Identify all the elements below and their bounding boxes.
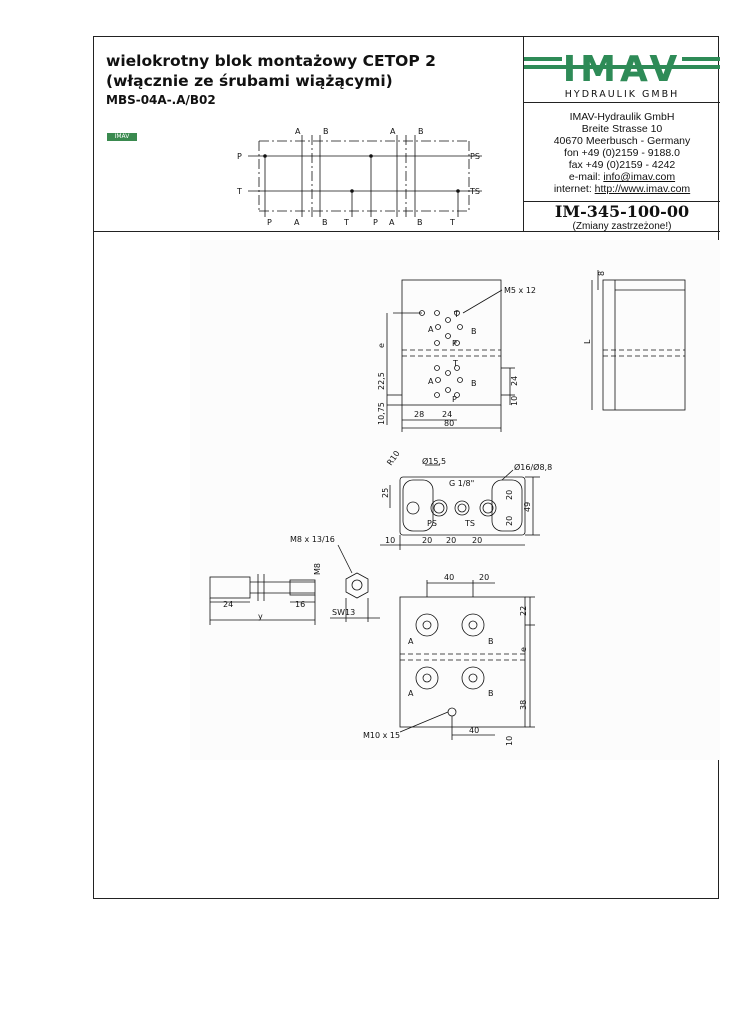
dim-e: e (377, 343, 386, 348)
dim-10b: 10 (385, 536, 396, 545)
dim-24a: 24 (442, 410, 453, 419)
dim-20d: 20 (446, 536, 457, 545)
dim-20c: 20 (422, 536, 433, 545)
title-line-2: (włącznie ze śrubami wiążącymi) (106, 72, 393, 90)
dim-m5: M5 x 12 (504, 286, 536, 295)
technical-drawing (190, 240, 720, 760)
document-number: IM-345-100-00 (554, 202, 690, 221)
web-label: internet: (553, 183, 595, 195)
dim-38: 38 (519, 699, 528, 710)
rights-note: (Zmiany zastrzeżone!) (572, 221, 672, 232)
company-web-line (524, 183, 720, 195)
dim-y: y (258, 612, 263, 621)
dim-r10: R10 (385, 449, 402, 468)
product-code: MBS-04A-.A/B02 (106, 93, 216, 107)
title-block (94, 37, 524, 232)
port-label: A (428, 325, 434, 334)
dim-22: 22 (519, 605, 528, 616)
port-label: B (488, 689, 494, 698)
symbol-label-b2: B (418, 127, 424, 136)
symbol-label-a2: A (390, 127, 396, 136)
symbol-bottom-label: P (373, 218, 378, 227)
small-logo: IMAV (107, 133, 137, 141)
dim-20f: 20 (479, 573, 490, 582)
dim-m8x13: M8 x 13/16 (290, 535, 335, 544)
port-label: P (452, 395, 457, 404)
logo-wordmark: IMAV (562, 49, 682, 90)
dim-49: 49 (523, 501, 532, 512)
symbol-label-ts: TS (470, 187, 480, 196)
dim-24c: 24 (223, 600, 234, 609)
company-block (524, 37, 720, 232)
dim-40a: 40 (444, 573, 455, 582)
company-city: 40670 Meerbusch - Germany (553, 135, 691, 147)
dim-10-75: 10,75 (377, 402, 386, 425)
dim-sw13: SW13 (332, 608, 356, 617)
dim-d15-5: Ø15,5 (422, 457, 447, 466)
imav-logo (524, 37, 720, 103)
website-link[interactable]: http://www.imav.com (594, 183, 691, 195)
port-label: T (453, 359, 458, 368)
dim-16: 16 (295, 600, 306, 609)
dim-28: 28 (414, 410, 425, 419)
port-label: T (454, 310, 459, 319)
logo-subtext: HYDRAULIK GMBH (564, 89, 680, 100)
company-address (524, 111, 720, 195)
symbol-bottom-label: A (294, 218, 300, 227)
port-label: B (471, 327, 477, 336)
title-line-1: wielokrotny blok montażowy CETOP 2 (106, 52, 436, 70)
dim-40b: 40 (469, 726, 480, 735)
email-link[interactable]: info@imav.com (603, 171, 676, 183)
company-email-line (524, 171, 720, 183)
symbol-bottom-label: T (450, 218, 455, 227)
symbol-bottom-label: B (322, 218, 328, 227)
dim-d16: Ø16/Ø8,8 (514, 463, 553, 472)
company-street: Breite Strasse 10 (581, 123, 663, 135)
symbol-label-ps: PS (470, 152, 480, 161)
dim-m10: M10 x 15 (363, 731, 401, 740)
dim-80: 80 (444, 419, 455, 428)
port-ts: TS (465, 519, 475, 528)
hydraulic-symbol (234, 127, 504, 227)
symbol-label-b1: B (323, 127, 329, 136)
company-name: IMAV-Hydraulik GmbH (569, 111, 675, 123)
dim-g18: G 1/8" (449, 479, 475, 488)
symbol-bottom-label: P (267, 218, 272, 227)
dim-L: L (583, 339, 592, 344)
dim-10a: 10 (510, 395, 519, 406)
dim-m8: M8 (313, 563, 322, 575)
port-label: B (488, 637, 494, 646)
symbol-label-a1: A (295, 127, 301, 136)
symbol-bottom-label: A (389, 218, 395, 227)
page-title (106, 51, 436, 91)
symbol-bottom-label: T (344, 218, 349, 227)
document-number-block (524, 201, 720, 232)
port-label: B (471, 379, 477, 388)
port-label: A (408, 689, 414, 698)
dim-e2: e (519, 647, 528, 652)
port-label: A (408, 637, 414, 646)
email-label: e-mail: (568, 171, 604, 183)
port-ps: PS (427, 519, 437, 528)
dim-20b: 20 (505, 515, 514, 526)
dim-25: 25 (381, 487, 390, 498)
symbol-bottom-label: B (417, 218, 423, 227)
dim-24b: 24 (510, 375, 519, 386)
symbol-label-p: P (237, 152, 242, 161)
dim-10c: 10 (505, 735, 514, 746)
company-phone: fon +49 (0)2159 - 9188.0 (564, 147, 680, 159)
port-label: A (428, 377, 434, 386)
brand-logo (524, 37, 720, 103)
dim-8: 8 (597, 270, 606, 276)
port-label: P (452, 339, 457, 348)
company-fax: fax +49 (0)2159 - 4242 (568, 159, 676, 171)
dim-22-5: 22,5 (377, 372, 386, 390)
dim-20e: 20 (472, 536, 483, 545)
dim-20a: 20 (505, 489, 514, 500)
symbol-label-t: T (237, 187, 242, 196)
